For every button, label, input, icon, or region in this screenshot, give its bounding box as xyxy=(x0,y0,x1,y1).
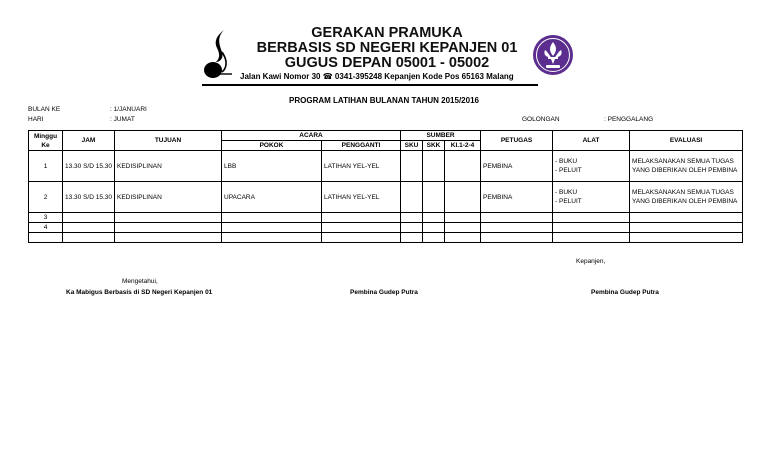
cell-ki xyxy=(445,151,481,182)
hari-value: : JUMAT xyxy=(110,116,135,123)
table-row xyxy=(29,233,743,243)
cell-tujuan: KEDISIPLINAN xyxy=(115,182,222,213)
cell-petugas: PEMBINA xyxy=(481,151,553,182)
table-row xyxy=(29,223,743,233)
header-evaluasi: EVALUASI xyxy=(630,131,743,151)
alat-item: - BUKU xyxy=(555,189,578,196)
cell-minggu: 2 xyxy=(29,182,63,213)
cell-sku xyxy=(401,182,423,213)
cell-pokok: LBB xyxy=(222,151,322,182)
cell-skk xyxy=(423,182,445,213)
header-ki: KI.1-2-4 xyxy=(445,141,481,151)
alat-item: - BUKU xyxy=(555,158,578,165)
cell-minggu: 3 xyxy=(29,213,63,223)
school-name: BERBASIS SD NEGERI KEPANJEN 01 xyxy=(256,40,518,56)
cell-pokok: UPACARA xyxy=(222,182,322,213)
cell-alat xyxy=(553,151,630,182)
table-row xyxy=(29,213,743,223)
hari-label: HARI xyxy=(28,116,44,123)
signature-left-title: Ka Mabigus Berbasis di SD Negeri Kepanjen 01 xyxy=(66,289,213,296)
program-table xyxy=(28,130,743,243)
header-sumber: SUMBER xyxy=(401,131,481,141)
cell-sku xyxy=(401,151,423,182)
bulan-label: BULAN KE xyxy=(28,106,61,113)
header-pokok: POKOK xyxy=(222,141,322,151)
org-name: GERAKAN PRAMUKA xyxy=(311,25,463,41)
program-title: PROGRAM LATIHAN BULANAN TAHUN 2015/2016 xyxy=(289,96,479,105)
cell-tujuan: KEDISIPLINAN xyxy=(115,151,222,182)
header-skk: SKK xyxy=(423,141,445,151)
header-tujuan: TUJUAN xyxy=(115,131,222,151)
signature-mengetahui: Mengetahui, xyxy=(122,278,158,285)
cell-evaluasi: MELAKSANAKAN SEMUA TUGAS YANG DIBERIKAN OLEH PEMBINA xyxy=(630,182,743,213)
cell-petugas: PEMBINA xyxy=(481,182,553,213)
world-scout-emblem-logo xyxy=(532,34,574,76)
letterhead xyxy=(202,22,538,87)
cell-minggu: 1 xyxy=(29,151,63,182)
cell-jam: 13.30 S/D 15.30 xyxy=(63,151,115,182)
address-line xyxy=(240,72,514,81)
header-minggu: Minggu Ke xyxy=(29,131,63,151)
tunas-kelapa-logo xyxy=(202,28,234,80)
alat-item: - PELUIT xyxy=(555,198,582,205)
gugus-depan: GUGUS DEPAN 05001 - 05002 xyxy=(284,55,490,71)
table-row xyxy=(29,151,743,182)
cell-skk xyxy=(423,151,445,182)
golongan-value: : PENGGALANG xyxy=(604,116,654,123)
signature-middle-title: Pembina Gudep Putra xyxy=(350,289,418,296)
address-street: Jalan Kawi Nomor 30 xyxy=(240,72,321,81)
cell-pengganti: LATIHAN YEL-YEL xyxy=(322,151,401,182)
header-pengganti: PENGGANTI xyxy=(322,141,401,151)
header-divider xyxy=(202,84,538,86)
cell-minggu xyxy=(29,233,63,243)
cell-evaluasi: MELAKSANAKAN SEMUA TUGAS YANG DIBERIKAN OLEH PEMBINA xyxy=(630,151,743,182)
signature-right-title: Pembina Gudep Putra xyxy=(591,289,659,296)
cell-minggu: 4 xyxy=(29,223,63,233)
cell-alat xyxy=(553,182,630,213)
alat-item: - PELUIT xyxy=(555,167,582,174)
header-petugas: PETUGAS xyxy=(481,131,553,151)
cell-jam: 13.30 S/D 15.30 xyxy=(63,182,115,213)
cell-ki xyxy=(445,182,481,213)
header-jam: JAM xyxy=(63,131,115,151)
table-row xyxy=(29,182,743,213)
cell-pengganti: LATIHAN YEL-YEL xyxy=(322,182,401,213)
signature-place: Kepanjen, xyxy=(576,258,606,265)
golongan-label: GOLONGAN xyxy=(522,116,560,123)
header-sku: SKU xyxy=(401,141,423,151)
header-acara: ACARA xyxy=(222,131,401,141)
header-alat: ALAT xyxy=(553,131,630,151)
phone-icon: ☎ xyxy=(322,72,333,81)
address-phone: 0341-395248 Kepanjen Kode Pos 65163 Malang xyxy=(334,72,514,81)
bulan-value: : 1/JANUARI xyxy=(110,106,147,113)
